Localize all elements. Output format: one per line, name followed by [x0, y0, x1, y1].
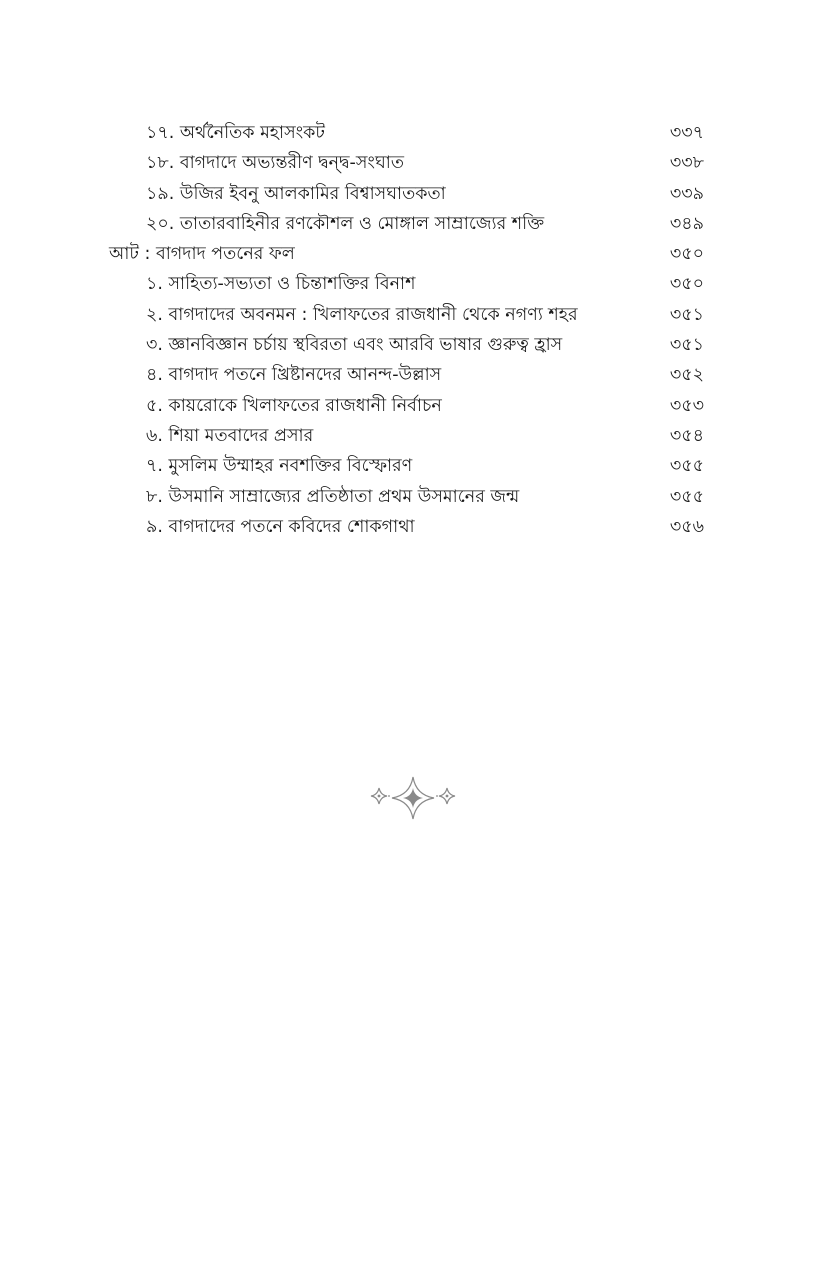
toc-entry-label: ১৯. উজির ইবনু আলকামির বিশ্বাসঘাতকতা — [146, 183, 446, 204]
toc-entry-label: ২. বাগদাদের অবনমন : খিলাফতের রাজধানী থেকে নগণ্য শহর — [146, 304, 578, 325]
toc-entry-page: ৩৫২ — [669, 365, 704, 386]
toc-entry[interactable] — [0, 209, 825, 239]
toc-entry-page: ৩৫৫ — [669, 456, 704, 477]
toc-entry-page: ৩৫০ — [669, 274, 704, 295]
toc-entry-label: ৯. বাগদাদের পতনে কবিদের শোকগাথা — [146, 516, 415, 537]
toc-entry[interactable] — [0, 482, 825, 512]
toc-entry[interactable] — [0, 179, 825, 209]
toc-entry[interactable] — [0, 300, 825, 330]
toc-entry[interactable] — [0, 391, 825, 421]
toc-entry[interactable] — [0, 330, 825, 360]
toc-entry-page: ৩৫১ — [669, 335, 704, 356]
toc-entry-page: ৩৩৯ — [669, 183, 704, 204]
toc-entry[interactable] — [0, 118, 825, 148]
toc-entry-page: ৩৪৯ — [669, 213, 704, 234]
toc-entry-page: ৩৩৭ — [669, 123, 704, 143]
ornament-svg — [368, 775, 458, 821]
toc-entry-page: ৩৫৪ — [669, 425, 704, 446]
toc-entry-page: ৩৫১ — [669, 304, 704, 325]
left-star-dot — [378, 795, 381, 798]
toc-entry[interactable] — [0, 421, 825, 451]
connector-dot-left — [388, 795, 390, 797]
toc-entry-label: ১. সাহিত্য-সভ্যতা ও চিন্তাশক্তির বিনাশ — [146, 274, 416, 295]
toc-entry-label: ১৮. বাগদাদে অভ্যন্তরীণ দ্বন্দ্ব-সংঘাত — [146, 153, 404, 174]
toc-entry-page: ৩৫৬ — [669, 516, 704, 537]
toc-entry-label: ৪. বাগদাদ পতনে খ্রিষ্টানদের আনন্দ-উল্লাস — [146, 365, 442, 386]
toc-entry-label: ৩. জ্ঞানবিজ্ঞান চর্চায় স্থবিরতা এবং আরবি ভাষার গুরুত্ব হ্রাস — [146, 335, 563, 356]
toc-entry-page: ৩৫০ — [669, 244, 704, 265]
toc-entry-label: ৫. কায়রোকে খিলাফতের রাজধানী নির্বাচন — [146, 395, 442, 416]
toc-entry-label: ৮. উসমানি সাম্রাজ্যের প্রতিষ্ঠাতা প্রথম উসমানের জন্ম — [146, 486, 520, 507]
toc-entry[interactable] — [0, 512, 825, 542]
toc-entry-label: ৭. মুসলিম উম্মাহর নবশক্তির বিস্ফোরণ — [146, 456, 413, 477]
toc-entry[interactable] — [0, 269, 825, 299]
toc-entry-page: ৩৫৩ — [669, 395, 704, 416]
connector-dot-right — [436, 795, 438, 797]
toc-entry[interactable] — [0, 148, 825, 178]
toc-entry-label: ৬. শিয়া মতবাদের প্রসার — [146, 425, 314, 446]
table-of-contents — [0, 118, 825, 542]
toc-entry-page: ৩৫৫ — [669, 486, 704, 507]
four-point-star-ornament-icon — [368, 775, 458, 821]
right-star-dot — [446, 795, 449, 798]
toc-chapter-entry[interactable] — [0, 239, 825, 269]
toc-entry[interactable] — [0, 360, 825, 390]
toc-chapter-label: আট : বাগদাদ পতনের ফল — [109, 244, 295, 265]
toc-entry-label: ১৭. অর্থনৈতিক মহাসংকট — [146, 123, 325, 143]
toc-entry[interactable] — [0, 451, 825, 481]
toc-entry-label: ২০. তাতারবাহিনীর রণকৌশল ও মোঙ্গাল সাম্রাজ্যের শক্তি — [146, 213, 545, 234]
toc-entry-page: ৩৩৮ — [669, 153, 704, 174]
